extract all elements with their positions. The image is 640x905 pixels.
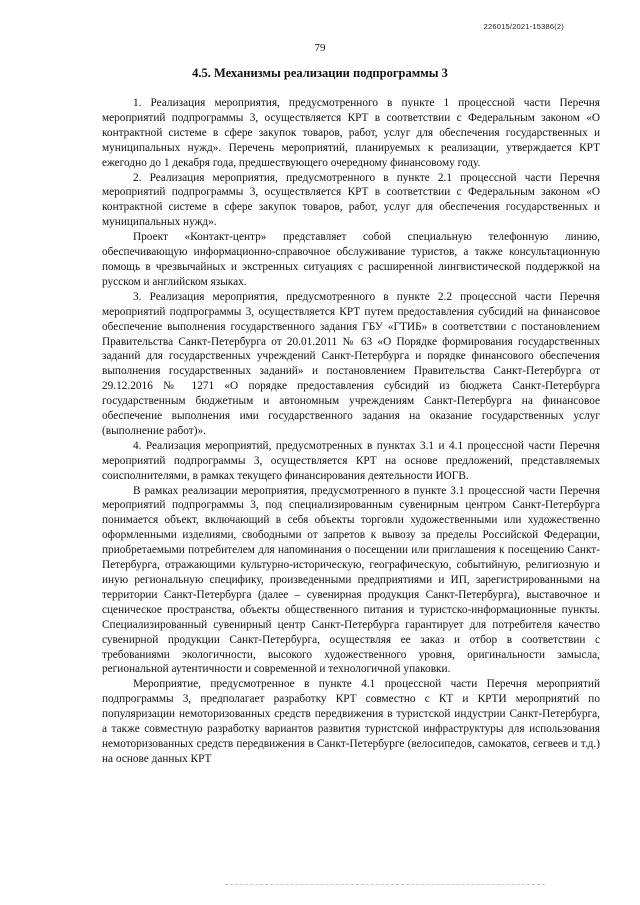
document-body: [102, 96, 600, 767]
section-heading: 4.5. Механизмы реализации подпрограммы 3: [192, 66, 448, 80]
paragraph-non-motorized-transport: Мероприятие, предусмотренное в пункте 4.1 процессной части Перечня мероприятий подпрограммы 3, предполагает разработку КРТ совместно с КТ и КРТИ мероприятий по популяризации немоторизованных средств передвижения в туристской индустрии Санкт-Петербурга, а также совместную разработку вариантов развития туристской инфраструктуры для использования немоторизованных средств передвижения в Санкт-Петербурге (велосипедов, самокатов, сегвеев и т.д.) на основе данных КРТ: [102, 678, 600, 765]
page-number: 79: [314, 42, 326, 54]
footer-divider: [225, 884, 545, 885]
paragraph-contact-center: Проект «Контакт-центр» представляет собой специальную телефонную линию, обеспечивающую информационно-справочное обслуживание туристов, а также консультационную помощь в чрезвычайных и экстренных ситуациях с расширенной лингвистической поддержкой на русском и английском языках.: [102, 231, 600, 288]
document-registration-number: 226015/2021-15386(2): [483, 22, 564, 31]
paragraph-item-4: 4. Реализация мероприятий, предусмотренных в пунктах 3.1 и 4.1 процессной части Перечня мероприятий подпрограммы 3, осуществляется КРТ на основе предложений, представляемых соисполнителями, в рамках текущего финансирования деятельности ИОГВ.: [102, 439, 600, 482]
paragraph-item-1: 1. Реализация мероприятия, предусмотренного в пункте 1 процессной части Перечня мероприятий подпрограммы 3, осуществляется КРТ в соответствии с Федеральным законом «О контрактной системе в сфере закупок товаров, работ, услуг для обеспечения государственных и муниципальных нужд». Перечень мероприятий, планируемых к реализации, утверждается КРТ ежегодно до 1 декабря года, предшествующего очередному финансовому году.: [102, 97, 600, 169]
paragraph-item-3: 3. Реализация мероприятия, предусмотренного в пункте 2.2 процессной части Перечня мероприятий подпрограммы 3, осуществляется КРТ путем предоставления субсидий на финансовое обеспечение выполнения государственного задания ГБУ «ГТИБ» в соответствии с постановлением Правительства Санкт-Петербурга от 20.01.2011 № 63 «О Порядке формирования государственных заданий для государственных учреждений Санкт-Петербурга и порядке финансового обеспечения выполнения государственных заданий» и постановлением Правительства Санкт-Петербурга от 29.12.2016 № 1271 «О порядке предоставления субсидий из бюджета Санкт-Петербурга государственным бюджетным и автономным учреждениям Санкт-Петербурга на финансовое обеспечение выполнения ими государственного задания на оказание государственных услуг (выполнение работ)».: [102, 290, 600, 437]
paragraph-souvenir-center: В рамках реализации мероприятия, предусмотренного в пункте 3.1 процессной части Перечня мероприятий подпрограммы 3, под специализированным сувенирным центром Санкт-Петербурга понимается объект, включающий в себя объекты торговли художественными или художественно оформленными изделиями, свободными от запретов к вывозу за пределы Российской Федерации, приобретаемыми потребителем для напоминания о посещении или приглашения к посещению Санкт-Петербурга, отражающими культурно-историческую, географическую, событийную, религиозную и иную региональную специфику, произведенными предприятиями и ИП, зарегистрированными на территории Санкт-Петербурга (далее – сувенирная продукция Санкт-Петербурга), выставочное и сценическое пространства, объекты общественного питания и туристско-информационные пункты. Специализированный сувенирный центр Санкт-Петербурга гарантирует для потребителя качество сувенирной продукции Санкт-Петербурга, осуществляя ее заказ и отбор в соответствии с требованиями экологичности, высокого художественного уровня, оригинальности замысла, региональной аутентичности и современной и технологичной упаковки.: [102, 484, 600, 676]
paragraph-item-2: 2. Реализация мероприятия, предусмотренного в пункте 2.1 процессной части Перечня мероприятий подпрограммы 3, осуществляется КРТ в соответствии с Федеральным законом «О контрактной системе в сфере закупок товаров, работ, услуг для обеспечения государственных и муниципальных нужд».: [102, 171, 600, 229]
